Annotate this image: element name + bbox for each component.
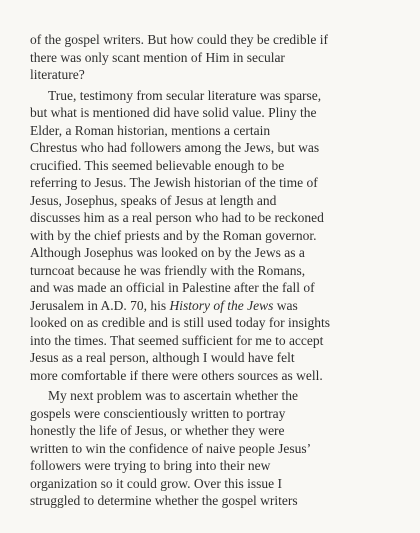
text-line: Although Josephus was looked on by the Jews as a bbox=[30, 245, 305, 260]
text-line: but what is mentioned did have solid value. Pliny the bbox=[30, 105, 317, 120]
text-line: crucified. This seemed believable enough to be bbox=[30, 157, 285, 173]
text-run: was bbox=[273, 297, 298, 313]
text-line: there was only scant mention of Him in secular bbox=[30, 49, 285, 65]
text-line: turncoat because he was friendly with the Romans, bbox=[30, 262, 306, 278]
text-line: into the times. That seemed sufficient for me to accept bbox=[30, 332, 324, 348]
text-line: followers were trying to bring into their new bbox=[30, 458, 271, 473]
text-line-with-book-title bbox=[30, 297, 405, 315]
text-line: honestly the life of Jesus, or whether they were bbox=[30, 423, 285, 438]
text-line: Chrestus who had followers among the Jews, but was bbox=[30, 140, 320, 155]
text-line: Jesus as a real person, although I would have felt bbox=[30, 350, 295, 365]
paragraph-1 bbox=[30, 31, 405, 84]
text-line: gospels were conscientiously written to portray bbox=[30, 405, 286, 421]
text-line: written to win the confidence of naive people Jesus’ bbox=[30, 440, 312, 456]
text-line: My next problem was to ascertain whether the bbox=[48, 388, 299, 403]
paragraph-2 bbox=[30, 87, 405, 385]
text-line: struggled to determine whether the gospel writers bbox=[30, 493, 298, 508]
text-line: Elder, a Roman historian, mentions a certain bbox=[30, 122, 271, 138]
text-line: and was made an official in Palestine after the fall of bbox=[30, 280, 315, 295]
text-line: literature? bbox=[30, 67, 85, 82]
text-line: referring to Jesus. The Jewish historian of the time of bbox=[30, 175, 318, 190]
text-line: with by the chief priests and by the Roman governor. bbox=[30, 227, 317, 243]
text-line: organization so it could grow. Over this issue I bbox=[30, 475, 282, 491]
text-line: of the gospel writers. But how could they be credible if bbox=[30, 32, 329, 47]
text-line: looked on as credible and is still used today for insights bbox=[30, 315, 330, 330]
book-title: History of the Jews bbox=[169, 297, 274, 313]
text-line: more comfortable if there were others sources as well. bbox=[30, 367, 323, 383]
text-line: Jesus, Josephus, speaks of Jesus at length and bbox=[30, 192, 277, 208]
text-line: discusses him as a real person who had to be reckoned bbox=[30, 210, 324, 225]
text-run: Jerusalem in A.D. 70, his bbox=[30, 297, 170, 313]
text-line: True, testimony from secular literature was sparse, bbox=[48, 87, 322, 103]
book-page bbox=[30, 31, 405, 510]
paragraph-3 bbox=[30, 387, 405, 510]
